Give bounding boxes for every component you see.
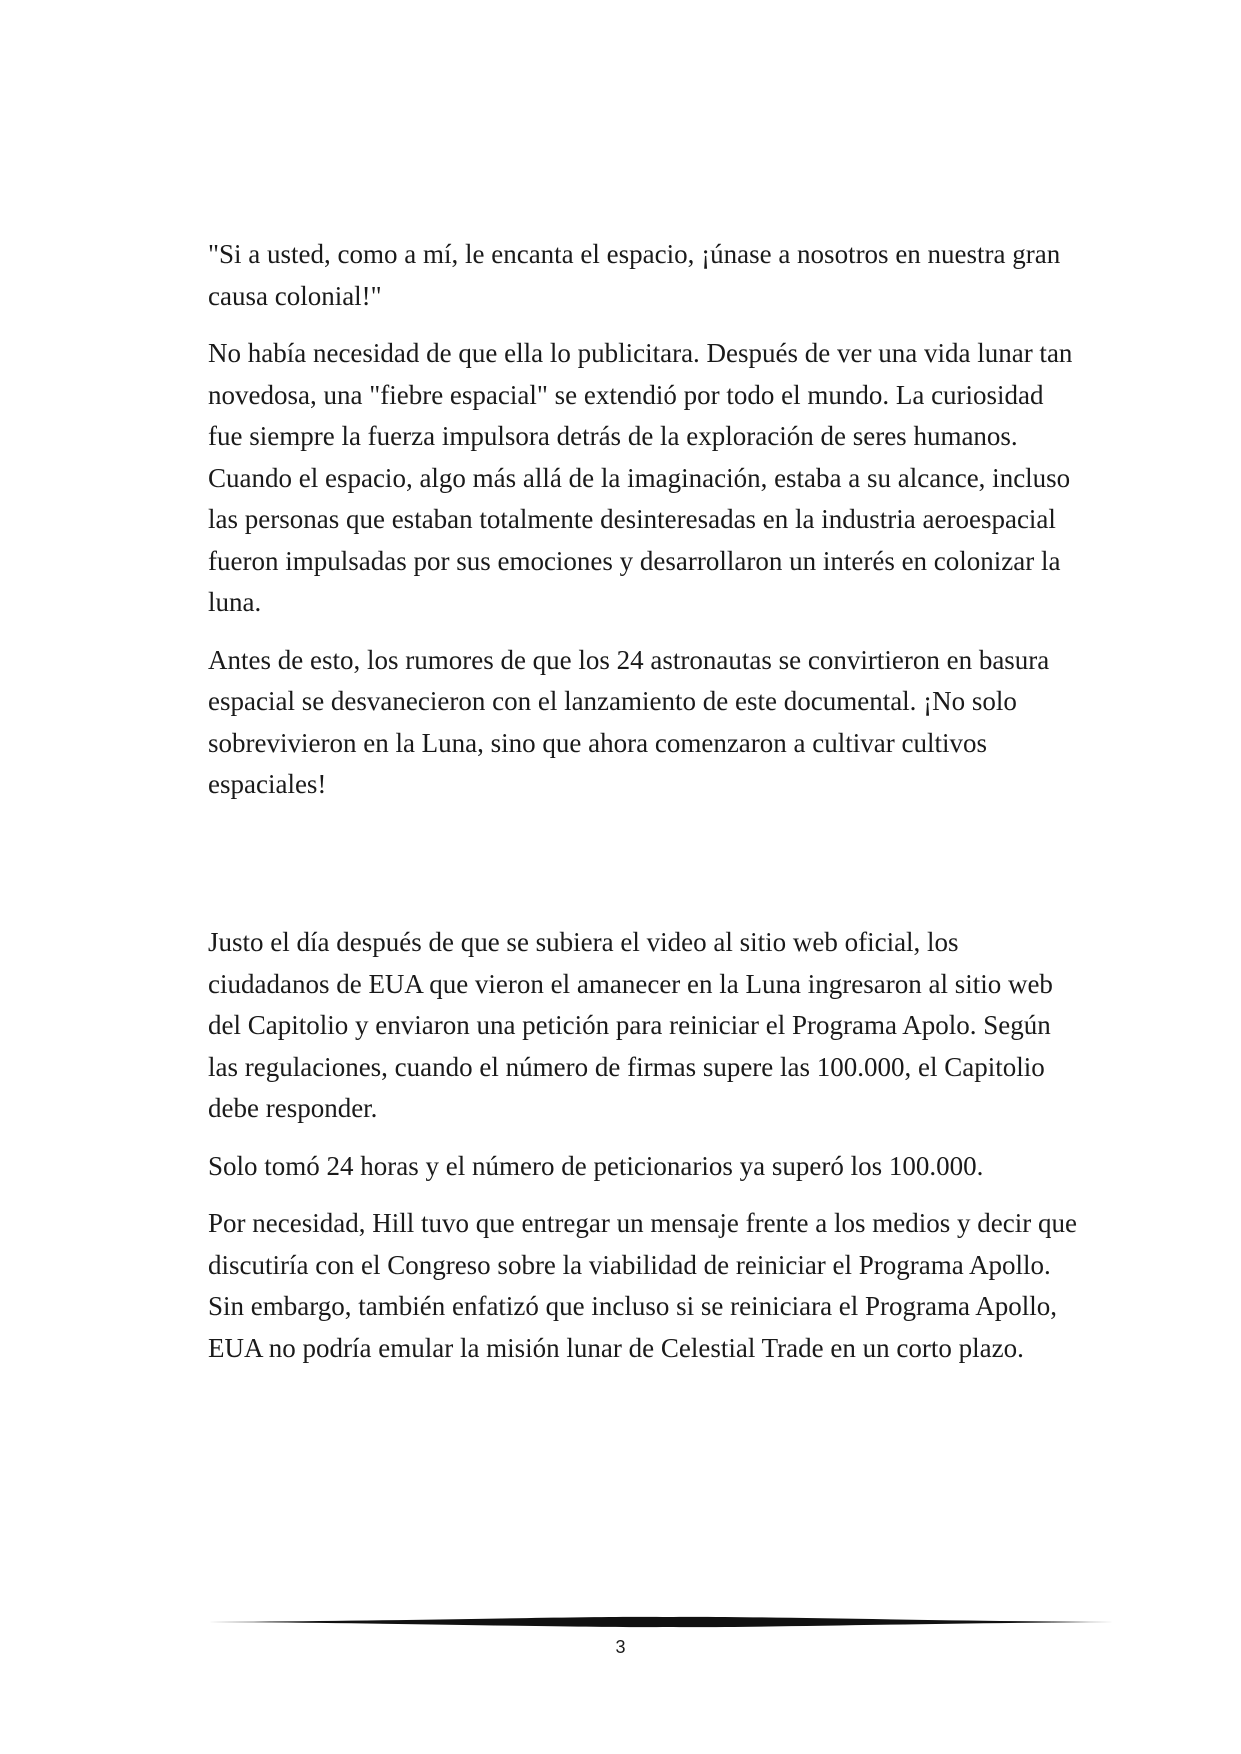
paragraph-documentary: Antes de esto, los rumores de que los 24 astronautas se convirtieron en basura espacial se desvanecieron con el lanzamiento de este documental. ¡No solo sobrevivieron en la Luna, sino que ahora comenzaron a cultivar cultivos espaciales! — [208, 644, 1050, 799]
page-number: 3 — [615, 1637, 626, 1657]
body-text-section-2 — [208, 922, 1078, 1385]
paragraph-hill-message: Por necesidad, Hill tuvo que entregar un mensaje frente a los medios y decir que discutiría con el Congreso sobre la viabilidad de reiniciar el Programa Apollo. Sin embargo, también enfatizó que incluso si se reiniciara el Programa Apollo, EUA no podría emular la misión lunar de Celestial Trade en un corto plazo. — [208, 1208, 1077, 1363]
footer-divider — [208, 1616, 1114, 1628]
paragraph-quote: "Si a usted, como a mí, le encanta el espacio, ¡únase a nosotros en nuestra gran causa colonial!" — [208, 239, 1061, 311]
paragraph-petition: Justo el día después de que se subiera el video al sitio web oficial, los ciudadanos de EUA que vieron el amanecer en la Luna ingresaron al sitio web del Capitolio y enviaron una petición para reiniciar el Programa Apolo. Según las regulaciones, cuando el número de firmas supere las 100.000, el Capitolio debe responder. — [208, 927, 1053, 1123]
paragraph-space-fever: No había necesidad de que ella lo publicitara. Después de ver una vida lunar tan novedosa, una "fiebre espacial" se extendió por todo el mundo. La curiosidad fue siempre la fuerza impulsora detrás de la exploración de seres humanos. Cuando el espacio, algo más allá de la imaginación, estaba a su alcance, incluso las personas que estaban totalmente desinteresadas en la industria aeroespacial fueron impulsadas por sus emociones y desarrollaron un interés en colonizar la luna. — [208, 338, 1073, 617]
body-text-section-1 — [208, 234, 1078, 822]
paragraph-petitioners: Solo tomó 24 horas y el número de peticionarios ya superó los 100.000. — [208, 1150, 984, 1181]
